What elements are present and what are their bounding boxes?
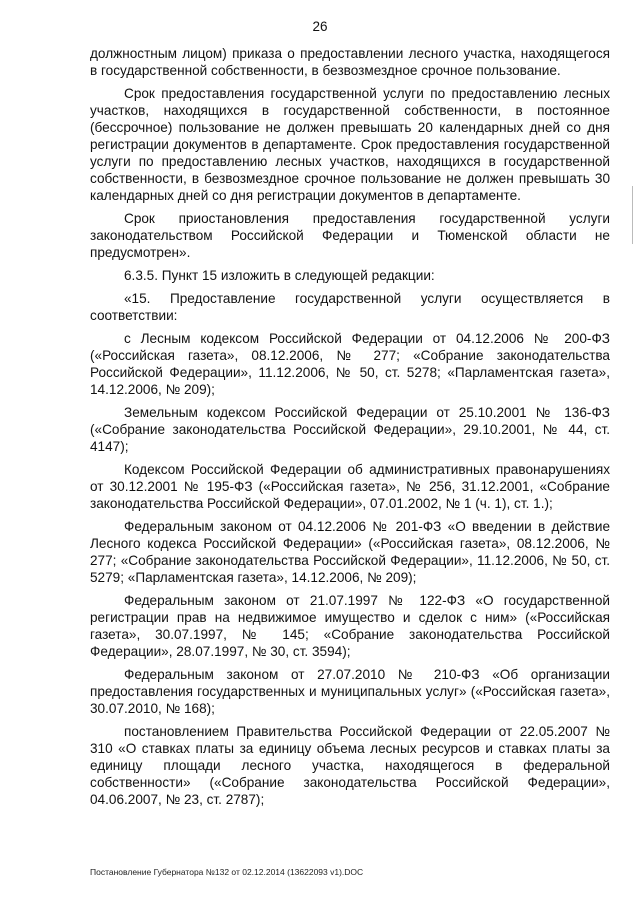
paragraph-law-210: Федеральным законом от 27.07.2010 № 210-ФЗ «Об организации предоставления государственных и муниципальных услуг» («Российская газета», 30.07.2010, № 168);	[90, 667, 610, 716]
scan-edge-line	[632, 186, 633, 244]
paragraph-resolution-310: постановлением Правительства Российской Федерации от 22.05.2007 № 310 «О ставках платы за единицу объема лесных ресурсов и ставках платы за единицу площади лесного участка, находящегося в федеральной собственности» («Собрание законодательства Российской Федерации», 04.06.2007, № 23, ст. 2787);	[90, 724, 610, 807]
page-number: 26	[312, 19, 328, 34]
paragraph-admin-code: Кодексом Российской Федерации об административных правонарушениях от 30.12.2001 № 195-ФЗ («Российская газета», № 256, 31.12.2001, «Собрание законодательства Российской Федерации», 07.01.2002, № 1 (ч. 1), ст. 1.);	[90, 462, 610, 511]
paragraph-law-122: Федеральным законом от 21.07.1997 № 122-ФЗ «О государственной регистрации прав на недвижимое имущество и сделок с ним» («Российская газета», 30.07.1997, № 145; «Собрание законодательства Российской Федерации», 28.07.1997, № 30, ст. 3594);	[90, 593, 610, 659]
paragraph-law-201: Федеральным законом от 04.12.2006 № 201-ФЗ «О введении в действие Лесного кодекса Российской Федерации» («Российская газета», 08.12.2006, № 277; «Собрание законодательства Российской Федерации», 11.12.2006, № 50, ст. 5279; «Парламентская газета», 14.12.2006, № 209);	[90, 519, 610, 585]
paragraph-land-code: Земельным кодексом Российской Федерации от 25.10.2001 № 136-ФЗ («Собрание законодательства Российской Федерации», 29.10.2001, № 44, ст. 4147);	[90, 405, 610, 454]
paragraph-clause-6-3-5: 6.3.5. Пункт 15 изложить в следующей редакции:	[124, 268, 435, 283]
paragraph-continuation: должностным лицом) приказа о предоставлении лесного участка, находящегося в государственной собственности, в безвозмездное срочное пользование.	[90, 46, 610, 78]
document-body	[90, 45, 610, 814]
paragraph-forest-code: с Лесным кодексом Российской Федерации от 04.12.2006 № 200-ФЗ («Российская газета», 08.12.2006, № 277; «Собрание законодательства Российской Федерации», 11.12.2006, № 50, ст. 5278; «Парламентская газета», 14.12.2006, № 209);	[90, 331, 610, 397]
paragraph-clause-15: «15. Предоставление государственной услуги осуществляется в соответствии:	[90, 291, 610, 323]
paragraph-service-term: Срок предоставления государственной услуги по предоставлению лесных участков, находящихся в государственной собственности, в постоянное (бессрочное) пользование не должен превышать 20 календарных дней со дня регистрации документов в департаменте. Срок предоставления государственной услуги по предоставлению лесных участков, находящихся в государственной собственности, в безвозмездное срочное пользование не должен превышать 30 календарных дней со дня регистрации документов в департаменте.	[90, 86, 610, 203]
document-footer: Постановление Губернатора №132 от 02.12.2014 (13622093 v1).DOC	[90, 867, 364, 877]
paragraph-suspension-term: Срок приостановления предоставления государственной услуги законодательством Российской Федерации и Тюменской области не предусмотрен».	[90, 211, 610, 260]
